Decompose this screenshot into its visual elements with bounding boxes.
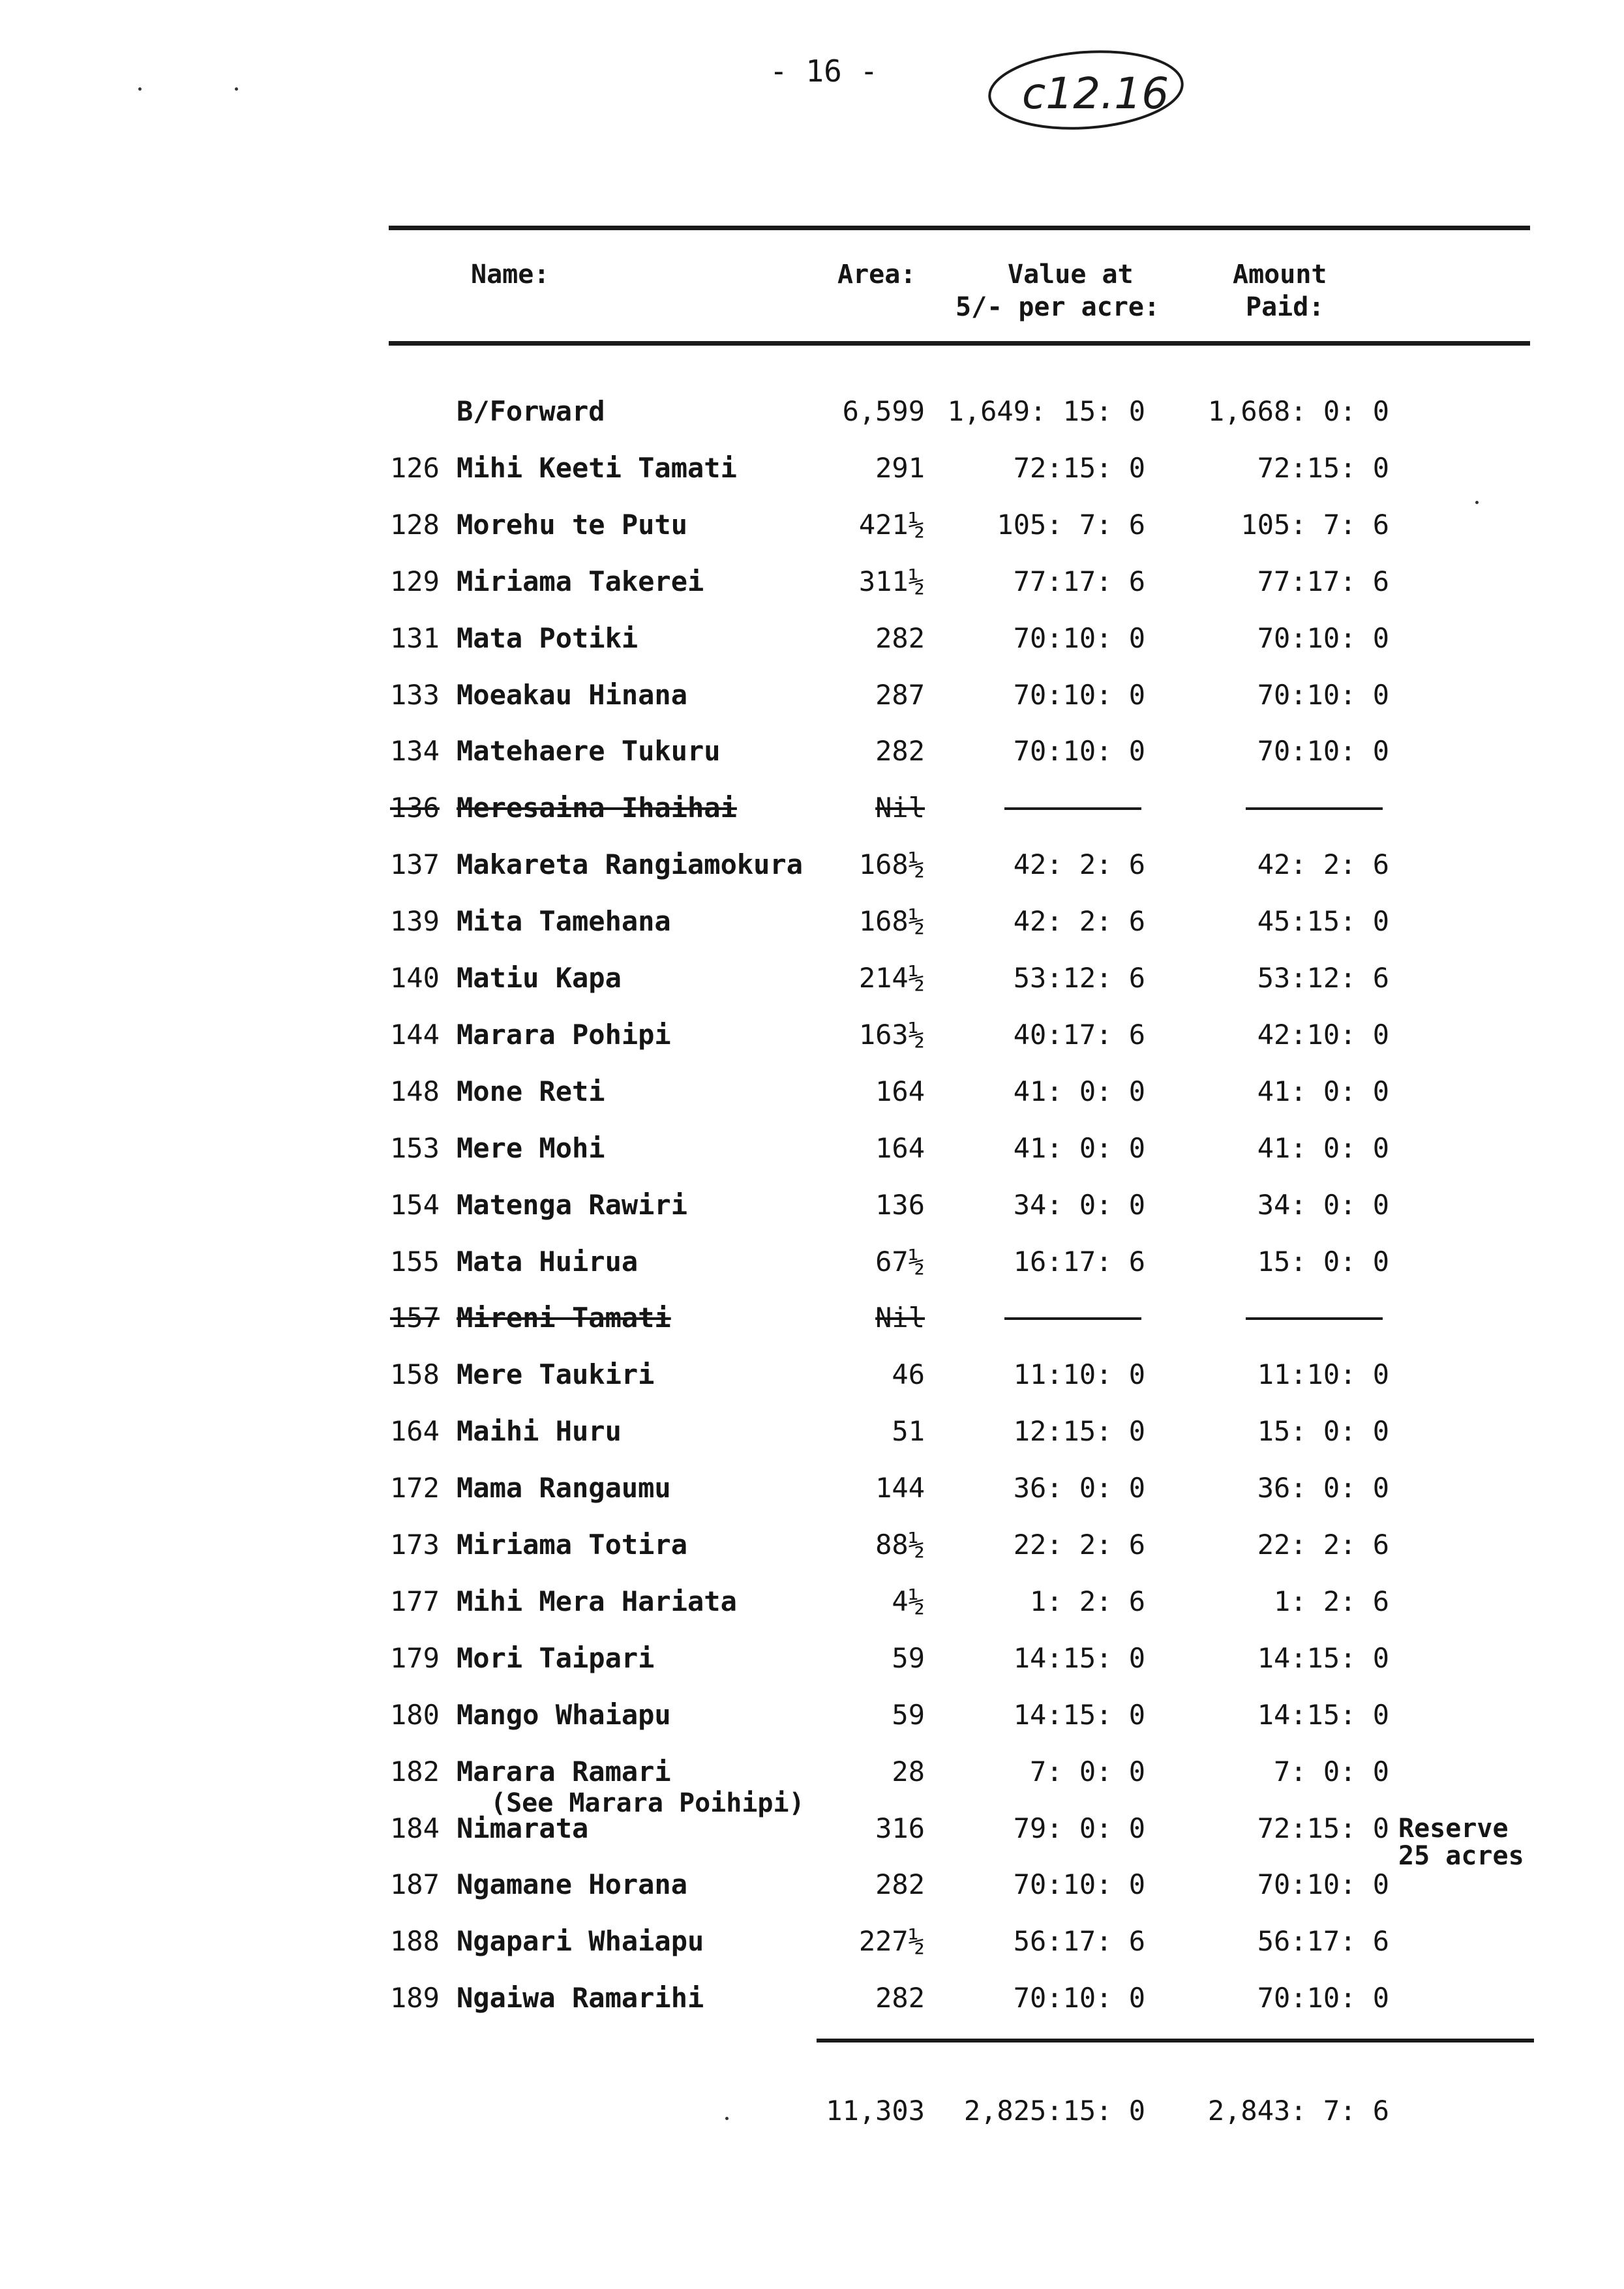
- row-value: 72:15: 0: [1013, 452, 1145, 484]
- table-row: [0, 1699, 1624, 1751]
- row-name: Mata Potiki: [457, 622, 639, 654]
- scan-speck: [235, 87, 238, 91]
- table-row: [0, 1246, 1624, 1298]
- row-name: Mori Taipari: [457, 1642, 655, 1674]
- row-area: 59: [892, 1699, 925, 1731]
- row-number: 188: [390, 1925, 440, 1957]
- table-row: [0, 1472, 1624, 1524]
- row-value: 11:10: 0: [1013, 1358, 1145, 1390]
- row-number: 184: [390, 1812, 440, 1844]
- row-paid: 72:15: 0: [1257, 452, 1389, 484]
- row-area: 214½: [858, 962, 925, 994]
- row-value: 1,649: 15: 0: [947, 395, 1145, 427]
- row-name: Marara Pohipi: [457, 1019, 671, 1051]
- row-paid: 34: 0: 0: [1257, 1189, 1389, 1221]
- row-paid: 1,668: 0: 0: [1207, 395, 1389, 427]
- row-name: Ngapari Whaiapu: [457, 1925, 704, 1957]
- row-paid: 14:15: 0: [1257, 1699, 1389, 1731]
- scan-speck: [725, 2117, 729, 2120]
- row-number: 140: [390, 962, 440, 994]
- table-row: [0, 1868, 1624, 1921]
- totals-rule: [817, 2039, 1534, 2042]
- row-area: 282: [875, 735, 925, 767]
- row-name: Mireni Tamati: [457, 1302, 671, 1334]
- row-area: 4½: [892, 1585, 925, 1617]
- table-row: [0, 1019, 1624, 1071]
- row-name: Meresaina Ihaihai: [457, 792, 737, 824]
- header-paid-line2: Paid:: [1246, 292, 1325, 322]
- row-name: Mere Taukiri: [457, 1358, 655, 1390]
- row-number: 139: [390, 905, 440, 937]
- row-area: 136: [875, 1189, 925, 1221]
- table-row: [0, 962, 1624, 1014]
- row-name: Mango Whaiapu: [457, 1699, 671, 1731]
- row-number: 179: [390, 1642, 440, 1674]
- row-area: 6,599: [842, 395, 925, 427]
- header-rule: [389, 341, 1530, 346]
- row-area: Nil: [875, 792, 925, 824]
- row-value: 1: 2: 6: [1029, 1585, 1145, 1617]
- row-number: 154: [390, 1189, 440, 1221]
- row-area: 163½: [858, 1019, 925, 1051]
- row-number: 137: [390, 848, 440, 880]
- row-area: 311½: [858, 565, 925, 597]
- row-area: 59: [892, 1642, 925, 1674]
- row-number: 131: [390, 622, 440, 654]
- row-name: Mihi Keeti Tamati: [457, 452, 737, 484]
- row-area: 51: [892, 1415, 925, 1447]
- row-paid: 70:10: 0: [1257, 679, 1389, 711]
- handwritten-reference-image: [982, 39, 1190, 143]
- row-area: 164: [875, 1075, 925, 1107]
- row-paid: 77:17: 6: [1257, 565, 1389, 597]
- row-name: Mama Rangaumu: [457, 1472, 671, 1504]
- header-area: Area:: [837, 260, 916, 290]
- row-name: Nimarata: [457, 1812, 589, 1844]
- row-name: Matiu Kapa: [457, 962, 622, 994]
- blank-dash: [1246, 807, 1383, 810]
- top-rule: [389, 226, 1530, 230]
- row-area: 421½: [858, 509, 925, 541]
- row-area: 144: [875, 1472, 925, 1504]
- blank-dash: [1004, 807, 1141, 810]
- row-value: 70:10: 0: [1013, 735, 1145, 767]
- row-area: 316: [875, 1812, 925, 1844]
- row-number: 133: [390, 679, 440, 711]
- table-row: [0, 792, 1624, 844]
- row-paid: 70:10: 0: [1257, 735, 1389, 767]
- row-value: 77:17: 6: [1013, 565, 1145, 597]
- row-paid: 7: 0: 0: [1273, 1756, 1389, 1788]
- scan-speck: [138, 87, 142, 91]
- row-name: Miriama Totira: [457, 1529, 688, 1561]
- total-paid: 2,843: 7: 6: [1207, 2095, 1389, 2127]
- row-name: Morehu te Putu: [457, 509, 688, 541]
- row-number: 153: [390, 1132, 440, 1164]
- row-value: 36: 0: 0: [1013, 1472, 1145, 1504]
- row-area: 28: [892, 1756, 925, 1788]
- row-value: 56:17: 6: [1013, 1925, 1145, 1957]
- row-name: Matenga Rawiri: [457, 1189, 688, 1221]
- table-row: [0, 1132, 1624, 1184]
- row-paid: 22: 2: 6: [1257, 1529, 1389, 1561]
- table-row: [0, 679, 1624, 731]
- row-number: 180: [390, 1699, 440, 1731]
- row-value: 42: 2: 6: [1013, 905, 1145, 937]
- row-name: Mita Tamehana: [457, 905, 671, 937]
- row-number: 129: [390, 565, 440, 597]
- header-name: Name:: [471, 260, 550, 290]
- row-paid: 45:15: 0: [1257, 905, 1389, 937]
- row-number: 126: [390, 452, 440, 484]
- row-name: Ngamane Horana: [457, 1868, 688, 1900]
- row-area: 168½: [858, 848, 925, 880]
- row-paid: 15: 0: 0: [1257, 1246, 1389, 1278]
- row-number: 182: [390, 1756, 440, 1788]
- blank-dash: [1004, 1317, 1141, 1320]
- page-number: - 16 -: [770, 53, 879, 89]
- row-note: 25 acres: [1398, 1841, 1524, 1871]
- row-name: Mone Reti: [457, 1075, 605, 1107]
- row-value: 14:15: 0: [1013, 1642, 1145, 1674]
- row-number: 157: [390, 1302, 440, 1334]
- row-paid: 105: 7: 6: [1241, 509, 1389, 541]
- row-value: 105: 7: 6: [997, 509, 1145, 541]
- row-name: Mere Mohi: [457, 1132, 605, 1164]
- row-paid: 42: 2: 6: [1257, 848, 1389, 880]
- row-paid: 41: 0: 0: [1257, 1075, 1389, 1107]
- row-paid: 70:10: 0: [1257, 1982, 1389, 2014]
- row-sub-note: (See Marara Poihipi): [490, 1788, 805, 1818]
- row-name: Mihi Mera Hariata: [457, 1585, 737, 1617]
- row-value: 22: 2: 6: [1013, 1529, 1145, 1561]
- header-paid-line1: Amount: [1233, 260, 1327, 290]
- table-row: [0, 565, 1624, 618]
- row-value: 16:17: 6: [1013, 1246, 1145, 1278]
- row-area: 227½: [858, 1925, 925, 1957]
- row-name: Marara Ramari: [457, 1756, 671, 1788]
- row-value: 14:15: 0: [1013, 1699, 1145, 1731]
- row-value: 41: 0: 0: [1013, 1075, 1145, 1107]
- table-row: [0, 1189, 1624, 1241]
- row-area: 168½: [858, 905, 925, 937]
- row-paid: 11:10: 0: [1257, 1358, 1389, 1390]
- header-value-line2: 5/- per acre:: [955, 292, 1160, 322]
- table-row: [0, 1075, 1624, 1128]
- table-row: [0, 1529, 1624, 1581]
- row-value: 79: 0: 0: [1013, 1812, 1145, 1844]
- row-name: Moeakau Hinana: [457, 679, 688, 711]
- row-value: 70:10: 0: [1013, 1982, 1145, 2014]
- table-row: [0, 452, 1624, 504]
- row-name: B/Forward: [457, 395, 605, 427]
- row-paid: 53:12: 6: [1257, 962, 1389, 994]
- row-paid: 41: 0: 0: [1257, 1132, 1389, 1164]
- table-row: [0, 1302, 1624, 1354]
- table-row: [0, 1756, 1624, 1808]
- row-area: 164: [875, 1132, 925, 1164]
- row-area: 282: [875, 622, 925, 654]
- row-number: 136: [390, 792, 440, 824]
- row-area: 291: [875, 452, 925, 484]
- row-name: Maihi Huru: [457, 1415, 622, 1447]
- table-row: [0, 1585, 1624, 1638]
- row-area: 282: [875, 1982, 925, 2014]
- header-value-line1: Value at: [1008, 260, 1134, 290]
- row-name: Makareta Rangiamokura: [457, 848, 804, 880]
- row-number: 155: [390, 1246, 440, 1278]
- row-paid: 70:10: 0: [1257, 622, 1389, 654]
- row-number: 148: [390, 1075, 440, 1107]
- total-area: 11,303: [826, 2095, 925, 2127]
- row-value: 53:12: 6: [1013, 962, 1145, 994]
- row-name: Matehaere Tukuru: [457, 735, 721, 767]
- row-number: 189: [390, 1982, 440, 2014]
- row-area: Nil: [875, 1302, 925, 1334]
- row-paid: 42:10: 0: [1257, 1019, 1389, 1051]
- handwritten-reference-text: c12.16: [1022, 68, 1169, 119]
- row-name: Ngaiwa Ramarihi: [457, 1982, 704, 2014]
- handwritten-reference: [982, 39, 1190, 143]
- row-paid: 14:15: 0: [1257, 1642, 1389, 1674]
- row-name: Mata Huirua: [457, 1246, 639, 1278]
- row-paid: 1: 2: 6: [1273, 1585, 1389, 1617]
- row-number: 134: [390, 735, 440, 767]
- row-number: 128: [390, 509, 440, 541]
- row-area: 88½: [875, 1529, 925, 1561]
- table-row: [0, 735, 1624, 787]
- row-value: 34: 0: 0: [1013, 1189, 1145, 1221]
- row-area: 67½: [875, 1246, 925, 1278]
- table-row: [0, 905, 1624, 957]
- row-paid: 70:10: 0: [1257, 1868, 1389, 1900]
- table-row: [0, 622, 1624, 674]
- row-paid: 15: 0: 0: [1257, 1415, 1389, 1447]
- row-number: 177: [390, 1585, 440, 1617]
- table-row: [0, 509, 1624, 561]
- row-number: 164: [390, 1415, 440, 1447]
- table-row: [0, 1642, 1624, 1694]
- table-row: [0, 395, 1624, 447]
- row-area: 287: [875, 679, 925, 711]
- row-value: 40:17: 6: [1013, 1019, 1145, 1051]
- row-number: 172: [390, 1472, 440, 1504]
- blank-dash: [1246, 1317, 1383, 1320]
- row-area: 282: [875, 1868, 925, 1900]
- row-value: 12:15: 0: [1013, 1415, 1145, 1447]
- row-area: 46: [892, 1358, 925, 1390]
- row-value: 70:10: 0: [1013, 679, 1145, 711]
- row-number: 158: [390, 1358, 440, 1390]
- table-row: [0, 1358, 1624, 1411]
- row-number: 144: [390, 1019, 440, 1051]
- row-value: 70:10: 0: [1013, 622, 1145, 654]
- scan-speck: [1475, 501, 1479, 504]
- row-number: 187: [390, 1868, 440, 1900]
- table-row: [0, 1982, 1624, 2034]
- row-paid: 56:17: 6: [1257, 1925, 1389, 1957]
- table-row: [0, 1812, 1624, 1871]
- row-value: 41: 0: 0: [1013, 1132, 1145, 1164]
- table-row: [0, 1925, 1624, 1977]
- table-row: [0, 1415, 1624, 1467]
- row-paid: 72:15: 0: [1257, 1812, 1389, 1844]
- table-row: [0, 848, 1624, 901]
- total-value: 2,825:15: 0: [963, 2095, 1145, 2127]
- row-value: 42: 2: 6: [1013, 848, 1145, 880]
- row-number: 173: [390, 1529, 440, 1561]
- row-value: 70:10: 0: [1013, 1868, 1145, 1900]
- row-note: Reserve: [1398, 1814, 1509, 1844]
- row-value: 7: 0: 0: [1029, 1756, 1145, 1788]
- row-name: Miriama Takerei: [457, 565, 704, 597]
- row-paid: 36: 0: 0: [1257, 1472, 1389, 1504]
